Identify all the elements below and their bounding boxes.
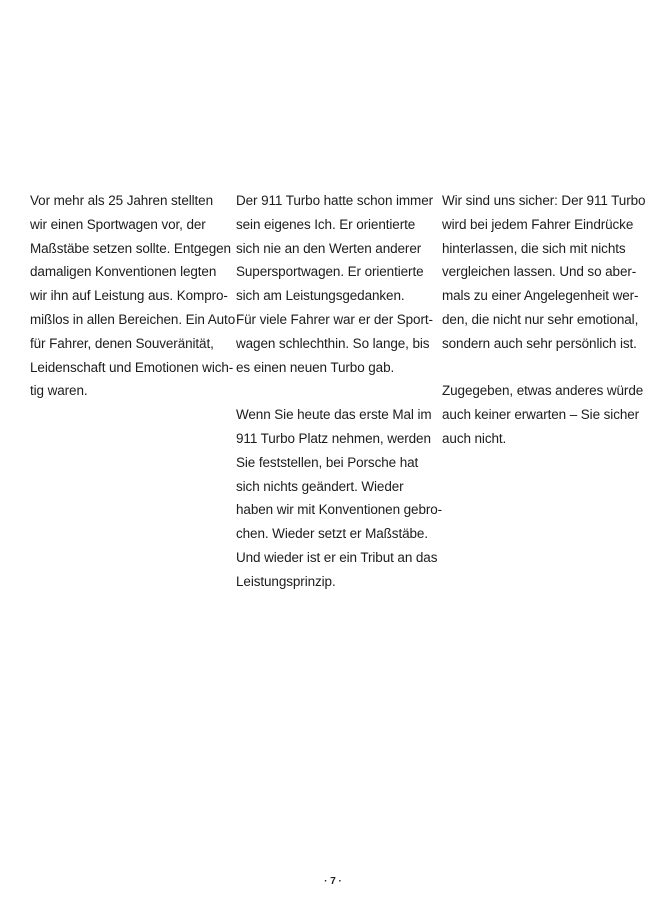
text-column-1 <box>30 189 235 403</box>
text-line: Zugegeben, etwas anderes würde <box>442 383 644 399</box>
text-line: tig waren. <box>30 383 88 399</box>
text-line: sein eigenes Ich. Er orientierte <box>236 216 416 232</box>
text-line: sich am Leistungsgedanken. <box>236 288 405 304</box>
text-line: Sie feststellen, bei Porsche hat <box>236 454 419 470</box>
text-line: mißlos in allen Bereichen. Ein Auto <box>30 311 236 327</box>
text-line: für Fahrer, denen Souveränität, <box>30 335 214 351</box>
page-number: · 7 · <box>324 876 342 887</box>
text-line: chen. Wieder setzt er Maßstäbe. <box>236 526 428 542</box>
paragraph-gap <box>236 379 442 403</box>
text-line: Maßstäbe setzen sollte. Entgegen <box>30 240 231 256</box>
text-line: Vor mehr als 25 Jahren stellten <box>30 193 213 208</box>
text-line: damaligen Konventionen legten <box>30 264 217 280</box>
text-column-3 <box>442 189 645 451</box>
text-line: wir einen Sportwagen vor, der <box>30 216 206 232</box>
text-line: den, die nicht nur sehr emotional, <box>442 311 639 327</box>
paragraph <box>30 189 235 403</box>
text-line: wagen schlechthin. So lange, bis <box>236 335 430 351</box>
text-line: Leidenschaft und Emotionen wich- <box>30 359 234 375</box>
text-line: auch nicht. <box>442 430 507 446</box>
text-line: Der 911 Turbo hatte schon immer <box>236 193 433 208</box>
text-line: Wir sind uns sicher: Der 911 Turbo <box>442 193 646 208</box>
text-line: vergleichen lassen. Und so aber- <box>442 264 637 280</box>
paragraph <box>236 189 442 379</box>
text-line: Supersportwagen. Er orientierte <box>236 264 424 280</box>
paragraph-gap <box>442 356 645 380</box>
text-line: mals zu einer Angelegenheit wer- <box>442 288 639 304</box>
text-column-2 <box>236 189 442 594</box>
text-line: wir ihn auf Leistung aus. Kompro- <box>30 288 228 304</box>
text-line: hinterlassen, die sich mit nichts <box>442 240 626 256</box>
paragraph <box>442 379 645 450</box>
text-line: sich nichts geändert. Wieder <box>236 478 404 494</box>
text-line: sich nie an den Werten anderer <box>236 240 422 256</box>
text-line: wird bei jedem Fahrer Eindrücke <box>442 216 634 232</box>
text-line: es einen neuen Turbo gab. <box>236 359 395 375</box>
text-line: Für viele Fahrer war er der Sport- <box>236 311 433 327</box>
paragraph <box>442 189 645 356</box>
text-line: sondern auch sehr persönlich ist. <box>442 335 637 351</box>
text-line: Wenn Sie heute das erste Mal im <box>236 407 432 423</box>
text-line: Leistungsprinzip. <box>236 573 336 589</box>
text-line: Und wieder ist er ein Tribut an das <box>236 549 438 565</box>
paragraph <box>236 403 442 593</box>
text-line: 911 Turbo Platz nehmen, werden <box>236 430 431 446</box>
text-line: auch keiner erwarten – Sie sicher <box>442 407 640 423</box>
text-line: haben wir mit Konventionen gebro- <box>236 502 443 518</box>
